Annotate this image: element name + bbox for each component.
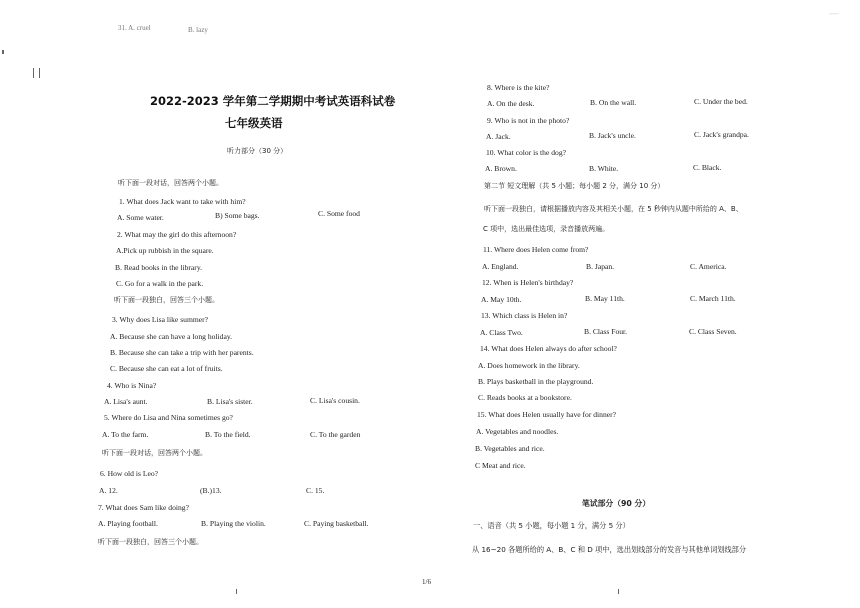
q10-option-a: A. Brown. — [485, 164, 517, 173]
margin-mark — [39, 68, 40, 78]
q4-option-b: B. Lisa's sister. — [207, 397, 253, 406]
section-2-heading: 第二节 短文理解（共 5 小题；每小题 2 分，满分 10 分） — [484, 182, 665, 190]
q1-option-a: A. Some water. — [117, 213, 164, 222]
q11-option-b: B. Japan. — [586, 262, 615, 271]
instruction-text: 听下面一段独白，回答三个小题。 — [114, 296, 219, 304]
q5-option-b: B. To the field. — [205, 430, 251, 439]
q6-option-c: C. 15. — [306, 486, 325, 495]
margin-mark — [236, 589, 237, 594]
question-4: 4. Who is Nina? — [107, 381, 157, 390]
question-10: 10. What color is the dog? — [486, 148, 566, 157]
q9-option-a: A. Jack. — [486, 132, 511, 141]
q10-option-c: C. Black. — [693, 163, 722, 172]
q4-option-a: A. Lisa's aunt. — [104, 397, 148, 406]
q12-option-a: A. May 10th. — [481, 295, 522, 304]
section-2-instruction-line-1: 听下面一段独白，请根据播放内容及其相关小题，在 5 秒钟内从题中所给的 A、B、 — [484, 205, 743, 213]
exam-subtitle: 七年级英语 — [225, 116, 283, 130]
page-number: 1/6 — [422, 578, 431, 586]
question-5: 5. Where do Lisa and Nina sometimes go? — [104, 413, 233, 422]
question-11: 11. Where does Helen come from? — [483, 245, 589, 254]
q3-option-c: C. Because she can eat a lot of fruits. — [110, 364, 223, 373]
instruction-text: 听下面一段对话，回答两个小题。 — [118, 179, 223, 187]
q13-option-a: A. Class Two. — [480, 328, 523, 337]
q5-option-c: C. To the garden — [310, 430, 361, 439]
q7-option-c: C. Paying basketball. — [304, 519, 369, 528]
part-1-heading: 一、语音（共 5 小题，每小题 1 分，满分 5 分） — [473, 521, 630, 530]
instruction-text: 听下面一段独白，回答三个小题。 — [98, 538, 203, 546]
q1-option-c: C. Some food — [318, 209, 360, 218]
q8-option-b: B. On the wall. — [590, 98, 637, 107]
q6-option-a: A. 12. — [99, 486, 118, 495]
q8-option-a: A. On the desk. — [487, 99, 535, 108]
question-6: 6. How old is Leo? — [100, 469, 158, 478]
q3-option-a: A. Because she can have a long holiday. — [110, 332, 233, 341]
question-9: 9. Who is not in the photo? — [487, 116, 570, 125]
q11-option-a: A. England. — [482, 262, 519, 271]
question-8: 8. Where is the kite? — [487, 83, 550, 92]
q5-option-a: A. To the farm. — [102, 430, 149, 439]
q7-option-b: B. Playing the violin. — [201, 519, 266, 528]
margin-mark — [33, 68, 34, 78]
question-12: 12. When is Helen's birthday? — [482, 278, 574, 287]
q2-option-c: C. Go for a walk in the park. — [116, 279, 204, 288]
listening-section-heading: 听力部分（30 分） — [227, 147, 288, 155]
q13-option-b: B. Class Four. — [584, 327, 628, 336]
instruction-text: 听下面一段对话，回答两个小题。 — [102, 449, 207, 457]
q10-option-b: B. White. — [589, 164, 619, 173]
q9-option-b: B. Jack's uncle. — [589, 131, 636, 140]
question-2: 2. What may the girl do this afternoon? — [117, 230, 237, 239]
q14-option-a: A. Does homework in the library. — [478, 361, 580, 370]
q4-option-c: C. Lisa's cousin. — [310, 396, 360, 405]
written-section-heading: 笔试部分（90 分） — [582, 499, 651, 508]
question-3: 3. Why does Lisa like summer? — [112, 315, 209, 324]
exam-title: 2022-2023 学年第二学期期中考试英语科试卷 — [150, 94, 396, 108]
q11-option-c: C. America. — [690, 262, 727, 271]
q2-option-a: A.Pick up rubbish in the square. — [116, 246, 214, 255]
q15-option-a: A. Vegetables and noodles. — [476, 427, 559, 436]
q12-option-c: C. March 11th. — [690, 294, 736, 303]
q15-option-b: B. Vegetables and rice. — [475, 444, 545, 453]
q12-option-b: B. May 11th. — [585, 294, 625, 303]
question-13: 13. Which class is Helen in? — [481, 311, 568, 320]
q14-option-b: B. Plays basketball in the playground. — [478, 377, 594, 386]
question-15: 15. What does Helen usually have for dinner? — [477, 410, 617, 419]
q6-option-b: (B.)13. — [200, 486, 222, 495]
prev-page-remnant-2: B. lazy — [188, 26, 208, 34]
q9-option-c: C. Jack's grandpa. — [694, 130, 749, 139]
prev-page-remnant-1: 31. A. cruel — [118, 24, 151, 32]
q8-option-c: C. Under the bed. — [694, 97, 748, 106]
question-7: 7. What does Sam like doing? — [98, 503, 189, 512]
part-1-instruction: 从 16~20 各题所给的 A、B、C 和 D 项中，选出划线部分的发音与其他单词划线部分 — [472, 545, 747, 554]
q1-option-b: B) Some bags. — [215, 211, 260, 220]
q7-option-a: A. Playing football. — [98, 519, 158, 528]
corner-stamp: ~~~ — [829, 12, 839, 18]
q3-option-b: B. Because she can take a trip with her parents. — [110, 348, 254, 357]
section-2-instruction-line-2: C 项中，选出最佳选项，录音播放两遍。 — [483, 225, 610, 233]
margin-mark — [2, 50, 4, 54]
q13-option-c: C. Class Seven. — [689, 327, 737, 336]
q2-option-b: B. Read books in the library. — [115, 263, 203, 272]
q15-option-c: C Meat and rice. — [475, 461, 526, 470]
question-14: 14. What does Helen always do after school? — [480, 344, 617, 353]
question-1: 1. What does Jack want to take with him? — [119, 197, 246, 206]
q14-option-c: C. Reads books at a bookstore. — [478, 393, 572, 402]
margin-mark — [618, 589, 619, 594]
